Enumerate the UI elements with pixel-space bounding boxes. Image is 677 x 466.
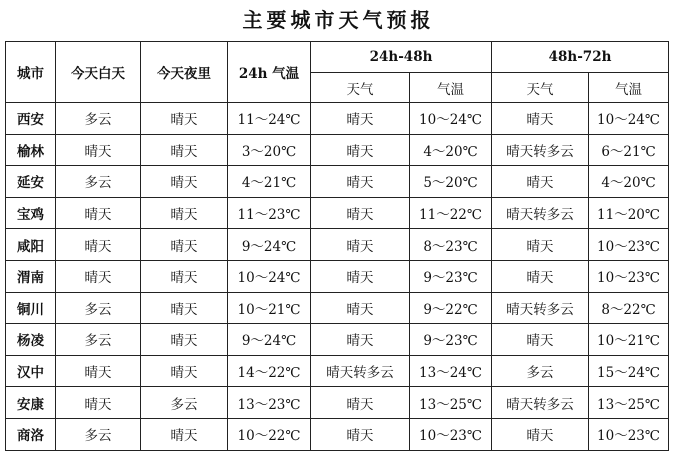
cell-temp-48: 9～23℃ [410, 324, 492, 356]
cell-weather-48: 晴天 [311, 166, 410, 198]
cell-temp-48: 11～22℃ [410, 197, 492, 229]
cell-weather-72: 晴天 [492, 418, 589, 450]
cell-temp-24h: 10～24℃ [228, 260, 311, 292]
cell-today-day: 晴天 [56, 260, 141, 292]
cell-temp-48: 13～24℃ [410, 355, 492, 387]
cell-city: 延安 [6, 166, 56, 198]
cell-temp-24h: 11～23℃ [228, 197, 311, 229]
cell-temp-48: 9～22℃ [410, 292, 492, 324]
cell-temp-48: 5～20℃ [410, 166, 492, 198]
cell-today-day: 晴天 [56, 229, 141, 261]
cell-weather-48: 晴天 [311, 134, 410, 166]
cell-today-day: 晴天 [56, 355, 141, 387]
table-row [6, 387, 669, 419]
cell-city: 汉中 [6, 355, 56, 387]
cell-weather-72: 晴天 [492, 229, 589, 261]
table-row [6, 418, 669, 450]
cell-temp-24h: 10～22℃ [228, 418, 311, 450]
table-row [6, 292, 669, 324]
cell-city: 铜川 [6, 292, 56, 324]
cell-weather-72: 晴天 [492, 260, 589, 292]
cell-temp-72: 10～23℃ [589, 229, 669, 261]
cell-weather-48: 晴天转多云 [311, 355, 410, 387]
cell-temp-72: 15～24℃ [589, 355, 669, 387]
header-temp-24h: 24h 气温 [228, 42, 311, 103]
table-body [6, 103, 669, 451]
header-today-night: 今天夜里 [141, 42, 228, 103]
cell-today-day: 多云 [56, 103, 141, 135]
cell-today-night: 多云 [141, 387, 228, 419]
cell-today-night: 晴天 [141, 103, 228, 135]
cell-temp-72: 6～21℃ [589, 134, 669, 166]
table-row [6, 324, 669, 356]
cell-today-night: 晴天 [141, 197, 228, 229]
cell-temp-72: 10～23℃ [589, 418, 669, 450]
cell-today-night: 晴天 [141, 418, 228, 450]
cell-weather-48: 晴天 [311, 387, 410, 419]
header-group-48-72: 48h-72h [492, 42, 669, 73]
cell-temp-72: 11～20℃ [589, 197, 669, 229]
cell-city: 安康 [6, 387, 56, 419]
cell-temp-24h: 10～21℃ [228, 292, 311, 324]
cell-city: 咸阳 [6, 229, 56, 261]
cell-weather-48: 晴天 [311, 292, 410, 324]
cell-weather-72: 晴天转多云 [492, 134, 589, 166]
cell-today-night: 晴天 [141, 229, 228, 261]
cell-temp-48: 4～20℃ [410, 134, 492, 166]
cell-weather-72: 晴天 [492, 324, 589, 356]
cell-today-night: 晴天 [141, 324, 228, 356]
cell-temp-24h: 11～24℃ [228, 103, 311, 135]
cell-temp-48: 9～23℃ [410, 260, 492, 292]
cell-city: 西安 [6, 103, 56, 135]
header-weather-48: 天气 [311, 73, 410, 103]
header-today-day: 今天白天 [56, 42, 141, 103]
cell-today-night: 晴天 [141, 166, 228, 198]
cell-temp-24h: 9～24℃ [228, 324, 311, 356]
cell-today-night: 晴天 [141, 134, 228, 166]
cell-today-night: 晴天 [141, 292, 228, 324]
header-row-top [6, 42, 669, 73]
cell-weather-72: 晴天转多云 [492, 197, 589, 229]
cell-temp-72: 13～25℃ [589, 387, 669, 419]
cell-temp-48: 13～25℃ [410, 387, 492, 419]
cell-temp-72: 10～23℃ [589, 260, 669, 292]
table-row [6, 355, 669, 387]
table-row [6, 229, 669, 261]
cell-temp-48: 10～23℃ [410, 418, 492, 450]
cell-weather-72: 多云 [492, 355, 589, 387]
cell-temp-48: 8～23℃ [410, 229, 492, 261]
cell-today-day: 多云 [56, 166, 141, 198]
cell-today-day: 多云 [56, 324, 141, 356]
cell-temp-72: 8～22℃ [589, 292, 669, 324]
document-title: 主要城市天气预报 [242, 8, 435, 32]
cell-city: 宝鸡 [6, 197, 56, 229]
cell-today-day: 晴天 [56, 134, 141, 166]
cell-weather-72: 晴天转多云 [492, 387, 589, 419]
header-temp-48: 气温 [410, 73, 492, 103]
cell-today-day: 晴天 [56, 197, 141, 229]
table-header [6, 42, 669, 103]
cell-temp-24h: 14～22℃ [228, 355, 311, 387]
cell-weather-72: 晴天转多云 [492, 292, 589, 324]
cell-city: 渭南 [6, 260, 56, 292]
cell-temp-48: 10～24℃ [410, 103, 492, 135]
cell-weather-48: 晴天 [311, 418, 410, 450]
cell-temp-24h: 13～23℃ [228, 387, 311, 419]
cell-temp-24h: 9～24℃ [228, 229, 311, 261]
cell-temp-24h: 3～20℃ [228, 134, 311, 166]
forecast-table [5, 41, 669, 451]
cell-weather-72: 晴天 [492, 166, 589, 198]
cell-temp-72: 10～21℃ [589, 324, 669, 356]
cell-city: 商洛 [6, 418, 56, 450]
table-row [6, 197, 669, 229]
header-group-24-48: 24h-48h [311, 42, 492, 73]
header-temp-72: 气温 [589, 73, 669, 103]
table-row [6, 260, 669, 292]
header-weather-72: 天气 [492, 73, 589, 103]
cell-weather-48: 晴天 [311, 260, 410, 292]
cell-temp-24h: 4～21℃ [228, 166, 311, 198]
cell-temp-72: 4～20℃ [589, 166, 669, 198]
table-row [6, 166, 669, 198]
table-row [6, 103, 669, 135]
cell-weather-72: 晴天 [492, 103, 589, 135]
cell-temp-72: 10～24℃ [589, 103, 669, 135]
cell-weather-48: 晴天 [311, 197, 410, 229]
cell-weather-48: 晴天 [311, 324, 410, 356]
cell-today-day: 多云 [56, 292, 141, 324]
table-row [6, 134, 669, 166]
cell-city: 杨凌 [6, 324, 56, 356]
header-city: 城市 [6, 42, 56, 103]
cell-today-night: 晴天 [141, 355, 228, 387]
cell-weather-48: 晴天 [311, 103, 410, 135]
cell-today-day: 晴天 [56, 387, 141, 419]
cell-city: 榆林 [6, 134, 56, 166]
cell-today-day: 多云 [56, 418, 141, 450]
cell-today-night: 晴天 [141, 260, 228, 292]
cell-weather-48: 晴天 [311, 229, 410, 261]
